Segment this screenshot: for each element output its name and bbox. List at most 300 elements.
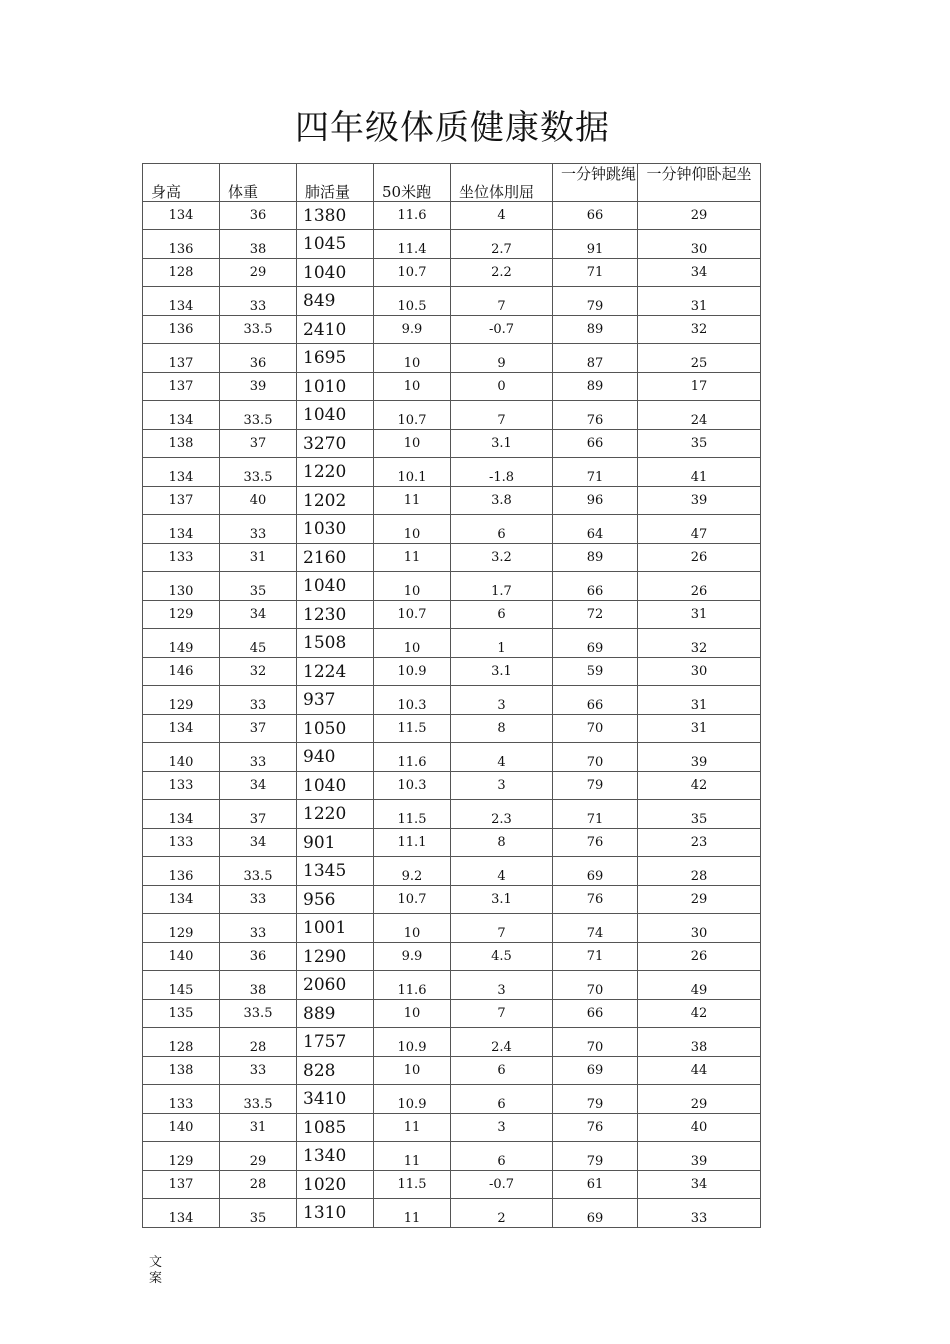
cell-jump-rope: 76 [553, 829, 638, 857]
cell-sit-ups: 34 [638, 259, 761, 287]
table-row [143, 373, 761, 401]
cell-lung-capacity: 3270 [297, 430, 374, 458]
cell-lung-capacity: 1220 [297, 800, 374, 829]
cell-sit-ups: 35 [638, 430, 761, 458]
cell-50m-run: 9.9 [374, 316, 451, 344]
cell-sit-ups: 39 [638, 1142, 761, 1171]
cell-height: 133 [143, 829, 220, 857]
cell-lung-capacity: 940 [297, 743, 374, 772]
cell-50m-run: 10.9 [374, 658, 451, 686]
cell-weight: 40 [220, 487, 297, 515]
cell-50m-run: 11.6 [374, 743, 451, 772]
cell-height: 134 [143, 1199, 220, 1228]
cell-jump-rope: 69 [553, 1057, 638, 1085]
cell-jump-rope: 79 [553, 1085, 638, 1114]
cell-sit-and-reach: 3.1 [451, 886, 553, 914]
cell-50m-run: 10 [374, 914, 451, 943]
cell-jump-rope: 70 [553, 715, 638, 743]
cell-sit-ups: 24 [638, 401, 761, 430]
cell-sit-ups: 26 [638, 943, 761, 971]
cell-lung-capacity: 1050 [297, 715, 374, 743]
cell-jump-rope: 64 [553, 515, 638, 544]
cell-sit-and-reach: 2.4 [451, 1028, 553, 1057]
cell-weight: 35 [220, 572, 297, 601]
cell-jump-rope: 70 [553, 1028, 638, 1057]
cell-sit-and-reach: -0.7 [451, 316, 553, 344]
header-height: 身高 [143, 164, 220, 202]
cell-sit-ups: 23 [638, 829, 761, 857]
table-row [143, 1057, 761, 1085]
cell-jump-rope: 66 [553, 686, 638, 715]
cell-weight: 33 [220, 1057, 297, 1085]
cell-sit-and-reach: 3.8 [451, 487, 553, 515]
cell-50m-run: 11 [374, 1199, 451, 1228]
cell-lung-capacity: 1345 [297, 857, 374, 886]
cell-50m-run: 11.1 [374, 829, 451, 857]
header-sit-and-reach: 坐位体刖屈 [451, 164, 553, 202]
cell-50m-run: 11 [374, 487, 451, 515]
cell-weight: 34 [220, 829, 297, 857]
table-row [143, 886, 761, 914]
cell-height: 136 [143, 230, 220, 259]
cell-sit-and-reach: 7 [451, 1000, 553, 1028]
cell-sit-and-reach: 2.7 [451, 230, 553, 259]
cell-jump-rope: 87 [553, 344, 638, 373]
cell-height: 138 [143, 1057, 220, 1085]
cell-height: 140 [143, 1114, 220, 1142]
table-row [143, 230, 761, 259]
cell-weight: 33.5 [220, 458, 297, 487]
cell-jump-rope: 69 [553, 857, 638, 886]
cell-jump-rope: 72 [553, 601, 638, 629]
cell-50m-run: 10.7 [374, 401, 451, 430]
cell-height: 128 [143, 1028, 220, 1057]
cell-50m-run: 10.7 [374, 886, 451, 914]
cell-sit-and-reach: 1.7 [451, 572, 553, 601]
cell-jump-rope: 89 [553, 544, 638, 572]
cell-sit-and-reach: 3.1 [451, 430, 553, 458]
cell-height: 133 [143, 772, 220, 800]
cell-50m-run: 9.9 [374, 943, 451, 971]
cell-lung-capacity: 1045 [297, 230, 374, 259]
cell-jump-rope: 66 [553, 202, 638, 230]
cell-jump-rope: 79 [553, 1142, 638, 1171]
cell-lung-capacity: 1757 [297, 1028, 374, 1057]
cell-lung-capacity: 1508 [297, 629, 374, 658]
cell-height: 140 [143, 943, 220, 971]
cell-height: 137 [143, 344, 220, 373]
cell-jump-rope: 89 [553, 373, 638, 401]
cell-sit-ups: 29 [638, 886, 761, 914]
cell-weight: 33 [220, 743, 297, 772]
table-row [143, 430, 761, 458]
cell-sit-and-reach: 3.2 [451, 544, 553, 572]
cell-jump-rope: 59 [553, 658, 638, 686]
cell-sit-and-reach: 4 [451, 857, 553, 886]
cell-jump-rope: 79 [553, 287, 638, 316]
cell-50m-run: 11.5 [374, 1171, 451, 1199]
cell-weight: 29 [220, 259, 297, 287]
cell-weight: 35 [220, 1199, 297, 1228]
page-title: 四年级体质健康数据 [295, 108, 610, 148]
cell-sit-and-reach: 1 [451, 629, 553, 658]
table-row [143, 1114, 761, 1142]
cell-height: 138 [143, 430, 220, 458]
cell-jump-rope: 91 [553, 230, 638, 259]
cell-lung-capacity: 828 [297, 1057, 374, 1085]
cell-jump-rope: 76 [553, 886, 638, 914]
cell-height: 137 [143, 1171, 220, 1199]
cell-height: 136 [143, 316, 220, 344]
cell-jump-rope: 69 [553, 629, 638, 658]
cell-sit-and-reach: 6 [451, 1142, 553, 1171]
table-row [143, 1199, 761, 1228]
cell-50m-run: 10 [374, 515, 451, 544]
cell-jump-rope: 66 [553, 430, 638, 458]
cell-jump-rope: 70 [553, 743, 638, 772]
cell-height: 145 [143, 971, 220, 1000]
table-row [143, 1171, 761, 1199]
cell-height: 149 [143, 629, 220, 658]
table-row [143, 629, 761, 658]
cell-50m-run: 10.5 [374, 287, 451, 316]
cell-sit-ups: 30 [638, 658, 761, 686]
cell-weight: 37 [220, 430, 297, 458]
table-row [143, 601, 761, 629]
cell-sit-ups: 31 [638, 715, 761, 743]
cell-sit-ups: 31 [638, 686, 761, 715]
cell-height: 128 [143, 259, 220, 287]
footer-char: 文 [149, 1255, 163, 1270]
cell-weight: 36 [220, 344, 297, 373]
cell-50m-run: 11 [374, 544, 451, 572]
cell-50m-run: 11.5 [374, 715, 451, 743]
cell-jump-rope: 89 [553, 316, 638, 344]
cell-sit-ups: 17 [638, 373, 761, 401]
cell-sit-and-reach: -1.8 [451, 458, 553, 487]
cell-weight: 34 [220, 772, 297, 800]
cell-lung-capacity: 1290 [297, 943, 374, 971]
cell-sit-and-reach: -0.7 [451, 1171, 553, 1199]
cell-weight: 33.5 [220, 1000, 297, 1028]
cell-lung-capacity: 1030 [297, 515, 374, 544]
cell-jump-rope: 71 [553, 800, 638, 829]
cell-lung-capacity: 2410 [297, 316, 374, 344]
cell-sit-ups: 47 [638, 515, 761, 544]
cell-lung-capacity: 849 [297, 287, 374, 316]
cell-weight: 38 [220, 971, 297, 1000]
table-row [143, 772, 761, 800]
cell-lung-capacity: 1040 [297, 572, 374, 601]
cell-weight: 37 [220, 715, 297, 743]
cell-height: 137 [143, 487, 220, 515]
cell-sit-ups: 35 [638, 800, 761, 829]
cell-lung-capacity: 1230 [297, 601, 374, 629]
cell-lung-capacity: 1220 [297, 458, 374, 487]
cell-sit-ups: 28 [638, 857, 761, 886]
cell-lung-capacity: 956 [297, 886, 374, 914]
cell-50m-run: 11.6 [374, 971, 451, 1000]
footer-text [149, 1255, 162, 1287]
cell-sit-ups: 41 [638, 458, 761, 487]
cell-height: 129 [143, 1142, 220, 1171]
cell-height: 134 [143, 715, 220, 743]
cell-lung-capacity: 1020 [297, 1171, 374, 1199]
cell-sit-ups: 44 [638, 1057, 761, 1085]
cell-lung-capacity: 1310 [297, 1199, 374, 1228]
cell-sit-and-reach: 7 [451, 914, 553, 943]
cell-weight: 37 [220, 800, 297, 829]
cell-lung-capacity: 1040 [297, 772, 374, 800]
cell-sit-ups: 34 [638, 1171, 761, 1199]
cell-height: 134 [143, 287, 220, 316]
table-row [143, 344, 761, 373]
header-jump-rope: 一分钟跳绳 [553, 164, 638, 202]
table-row [143, 572, 761, 601]
table-row [143, 686, 761, 715]
cell-height: 130 [143, 572, 220, 601]
cell-height: 129 [143, 686, 220, 715]
cell-height: 133 [143, 1085, 220, 1114]
cell-weight: 32 [220, 658, 297, 686]
cell-sit-ups: 26 [638, 544, 761, 572]
table-row [143, 515, 761, 544]
cell-jump-rope: 76 [553, 401, 638, 430]
cell-jump-rope: 70 [553, 971, 638, 1000]
cell-sit-ups: 29 [638, 202, 761, 230]
header-sit-ups: 一分钟仰卧起坐 [638, 164, 761, 202]
cell-jump-rope: 76 [553, 1114, 638, 1142]
cell-sit-and-reach: 0 [451, 373, 553, 401]
cell-weight: 45 [220, 629, 297, 658]
cell-50m-run: 10.7 [374, 601, 451, 629]
cell-lung-capacity: 1040 [297, 401, 374, 430]
table-row [143, 544, 761, 572]
table-row [143, 487, 761, 515]
cell-sit-and-reach: 6 [451, 515, 553, 544]
cell-sit-ups: 39 [638, 487, 761, 515]
cell-sit-ups: 40 [638, 1114, 761, 1142]
cell-jump-rope: 71 [553, 259, 638, 287]
cell-height: 129 [143, 601, 220, 629]
cell-sit-and-reach: 6 [451, 1085, 553, 1114]
table-row [143, 829, 761, 857]
cell-sit-and-reach: 7 [451, 287, 553, 316]
cell-sit-and-reach: 2.3 [451, 800, 553, 829]
cell-lung-capacity: 937 [297, 686, 374, 715]
table-row [143, 800, 761, 829]
table-row [143, 943, 761, 971]
table-row [143, 1000, 761, 1028]
cell-lung-capacity: 901 [297, 829, 374, 857]
cell-50m-run: 10.1 [374, 458, 451, 487]
cell-jump-rope: 71 [553, 458, 638, 487]
cell-weight: 33 [220, 886, 297, 914]
cell-sit-and-reach: 8 [451, 715, 553, 743]
cell-sit-and-reach: 6 [451, 601, 553, 629]
cell-lung-capacity: 3410 [297, 1085, 374, 1114]
cell-sit-ups: 42 [638, 772, 761, 800]
cell-height: 134 [143, 401, 220, 430]
table-row [143, 658, 761, 686]
cell-weight: 33.5 [220, 857, 297, 886]
cell-50m-run: 11 [374, 1114, 451, 1142]
cell-lung-capacity: 1085 [297, 1114, 374, 1142]
cell-lung-capacity: 1695 [297, 344, 374, 373]
table-row [143, 914, 761, 943]
cell-weight: 33 [220, 287, 297, 316]
table-row [143, 259, 761, 287]
cell-sit-and-reach: 3 [451, 686, 553, 715]
cell-weight: 34 [220, 601, 297, 629]
table-header-row [143, 164, 761, 202]
cell-lung-capacity: 1040 [297, 259, 374, 287]
header-50m-run: 50米跑 [374, 164, 451, 202]
cell-weight: 31 [220, 1114, 297, 1142]
cell-height: 146 [143, 658, 220, 686]
table-row [143, 1085, 761, 1114]
table-row [143, 971, 761, 1000]
cell-50m-run: 11.4 [374, 230, 451, 259]
cell-lung-capacity: 2060 [297, 971, 374, 1000]
table-row [143, 1142, 761, 1171]
table-row [143, 458, 761, 487]
cell-50m-run: 11.5 [374, 800, 451, 829]
cell-sit-ups: 31 [638, 287, 761, 316]
cell-jump-rope: 74 [553, 914, 638, 943]
cell-50m-run: 9.2 [374, 857, 451, 886]
cell-50m-run: 10 [374, 430, 451, 458]
cell-height: 134 [143, 800, 220, 829]
cell-sit-ups: 25 [638, 344, 761, 373]
table-row [143, 401, 761, 430]
cell-weight: 28 [220, 1028, 297, 1057]
cell-sit-ups: 29 [638, 1085, 761, 1114]
cell-weight: 33.5 [220, 401, 297, 430]
cell-jump-rope: 66 [553, 572, 638, 601]
cell-sit-and-reach: 2 [451, 1199, 553, 1228]
cell-lung-capacity: 1224 [297, 658, 374, 686]
cell-height: 133 [143, 544, 220, 572]
cell-jump-rope: 79 [553, 772, 638, 800]
cell-sit-ups: 32 [638, 316, 761, 344]
cell-height: 140 [143, 743, 220, 772]
cell-jump-rope: 61 [553, 1171, 638, 1199]
cell-sit-and-reach: 2.2 [451, 259, 553, 287]
header-lung-capacity: 肺活量 [297, 164, 374, 202]
cell-weight: 39 [220, 373, 297, 401]
cell-sit-and-reach: 3 [451, 971, 553, 1000]
cell-50m-run: 10.9 [374, 1085, 451, 1114]
table-row [143, 287, 761, 316]
cell-sit-ups: 32 [638, 629, 761, 658]
cell-height: 134 [143, 202, 220, 230]
cell-weight: 33 [220, 914, 297, 943]
table-row [143, 743, 761, 772]
cell-sit-ups: 42 [638, 1000, 761, 1028]
cell-weight: 33 [220, 515, 297, 544]
cell-50m-run: 10.9 [374, 1028, 451, 1057]
cell-50m-run: 10 [374, 1057, 451, 1085]
cell-sit-and-reach: 4 [451, 743, 553, 772]
cell-50m-run: 10 [374, 629, 451, 658]
cell-lung-capacity: 1010 [297, 373, 374, 401]
cell-50m-run: 10 [374, 344, 451, 373]
cell-sit-and-reach: 9 [451, 344, 553, 373]
cell-50m-run: 10 [374, 373, 451, 401]
cell-height: 136 [143, 857, 220, 886]
table-row [143, 202, 761, 230]
cell-50m-run: 10 [374, 1000, 451, 1028]
cell-sit-and-reach: 8 [451, 829, 553, 857]
cell-height: 134 [143, 458, 220, 487]
cell-jump-rope: 69 [553, 1199, 638, 1228]
cell-sit-ups: 31 [638, 601, 761, 629]
cell-50m-run: 10 [374, 572, 451, 601]
cell-height: 135 [143, 1000, 220, 1028]
cell-50m-run: 10.7 [374, 259, 451, 287]
cell-sit-ups: 49 [638, 971, 761, 1000]
header-weight: 体重 [220, 164, 297, 202]
cell-weight: 31 [220, 544, 297, 572]
cell-lung-capacity: 1340 [297, 1142, 374, 1171]
footer-char: 案 [149, 1271, 163, 1286]
table-row [143, 1028, 761, 1057]
table-row [143, 857, 761, 886]
cell-sit-and-reach: 3 [451, 1114, 553, 1142]
cell-sit-and-reach: 6 [451, 1057, 553, 1085]
cell-weight: 33.5 [220, 316, 297, 344]
cell-weight: 36 [220, 943, 297, 971]
cell-sit-ups: 26 [638, 572, 761, 601]
cell-sit-ups: 38 [638, 1028, 761, 1057]
cell-height: 134 [143, 886, 220, 914]
cell-50m-run: 10.3 [374, 772, 451, 800]
cell-lung-capacity: 1001 [297, 914, 374, 943]
cell-50m-run: 11.6 [374, 202, 451, 230]
table-row [143, 715, 761, 743]
cell-50m-run: 11 [374, 1142, 451, 1171]
cell-sit-and-reach: 4 [451, 202, 553, 230]
cell-lung-capacity: 2160 [297, 544, 374, 572]
cell-height: 129 [143, 914, 220, 943]
cell-height: 137 [143, 373, 220, 401]
cell-lung-capacity: 889 [297, 1000, 374, 1028]
cell-sit-and-reach: 4.5 [451, 943, 553, 971]
cell-sit-and-reach: 3.1 [451, 658, 553, 686]
cell-jump-rope: 96 [553, 487, 638, 515]
cell-weight: 33.5 [220, 1085, 297, 1114]
cell-weight: 28 [220, 1171, 297, 1199]
cell-sit-ups: 33 [638, 1199, 761, 1228]
cell-50m-run: 10.3 [374, 686, 451, 715]
cell-weight: 33 [220, 686, 297, 715]
cell-weight: 38 [220, 230, 297, 259]
cell-weight: 29 [220, 1142, 297, 1171]
cell-sit-ups: 39 [638, 743, 761, 772]
cell-sit-ups: 30 [638, 230, 761, 259]
fitness-data-table [142, 163, 761, 1228]
cell-lung-capacity: 1202 [297, 487, 374, 515]
cell-weight: 36 [220, 202, 297, 230]
cell-jump-rope: 71 [553, 943, 638, 971]
cell-sit-and-reach: 7 [451, 401, 553, 430]
cell-height: 134 [143, 515, 220, 544]
cell-jump-rope: 66 [553, 1000, 638, 1028]
cell-sit-and-reach: 3 [451, 772, 553, 800]
cell-lung-capacity: 1380 [297, 202, 374, 230]
cell-sit-ups: 30 [638, 914, 761, 943]
